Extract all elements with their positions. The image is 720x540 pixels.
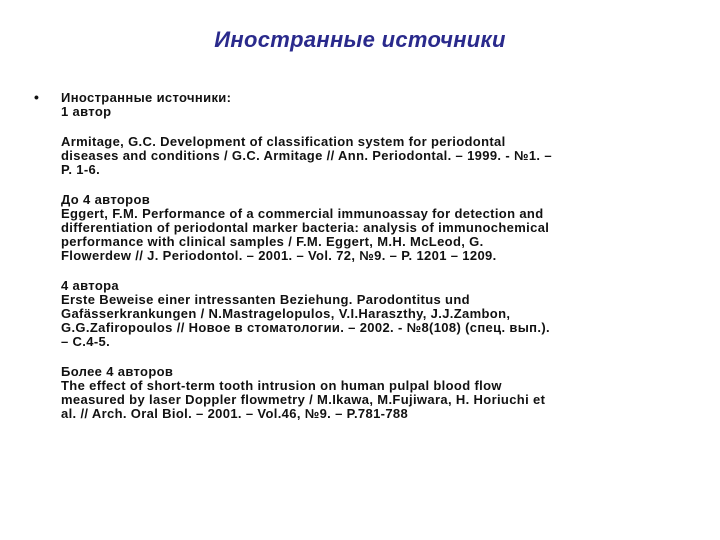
reference-ikawa: [61, 365, 691, 421]
reference-line: diseases and conditions / G.C. Armitage // Ann. Periodontal. – 1999. - №1. –: [61, 148, 552, 163]
bullet-icon: •: [34, 89, 39, 105]
one-author-label: 1 автор: [61, 104, 112, 119]
reference-armitage: [61, 135, 691, 177]
reference-line: Flowerdew // J. Periodontol. – 2001. – Vol. 72, №9. – P. 1201 – 1209.: [61, 248, 497, 263]
intro-heading: Иностранные источники:: [61, 90, 232, 105]
reference-line: Armitage, G.C. Development of classification system for periodontal: [61, 134, 506, 149]
more-than-four-authors-label: Более 4 авторов: [61, 364, 174, 379]
reference-list: [61, 91, 691, 421]
reference-line: P. 1-6.: [61, 162, 101, 177]
four-authors-label: 4 автора: [61, 278, 119, 293]
reference-line: Eggert, F.M. Performance of a commercial immunoassay for detection and: [61, 206, 544, 221]
reference-line: The effect of short-term tooth intrusion on human pulpal blood flow: [61, 378, 502, 393]
reference-line: measured by laser Doppler flowmetry / M.Ikawa, M.Fujiwara, H. Horiuchi et: [61, 392, 546, 407]
reference-line: performance with clinical samples / F.M. Eggert, M.H. McLeod, G.: [61, 234, 484, 249]
reference-line: G.G.Zafiropoulos // Новое в стоматологии. – 2002. - №8(108) (спец. вып.).: [61, 320, 550, 335]
reference-line: Erste Beweise einer intressanten Beziehung. Parodontitus und: [61, 292, 470, 307]
intro-block: [61, 91, 691, 119]
up-to-four-authors-label: До 4 авторов: [61, 192, 151, 207]
reference-line: al. // Arch. Oral Biol. – 2001. – Vol.46, №9. – P.781-788: [61, 406, 409, 421]
reference-mastragelopulos: [61, 279, 691, 349]
reference-eggert: [61, 193, 691, 263]
reference-line: differentiation of periodontal marker bacteria: analysis of immunochemical: [61, 220, 550, 235]
reference-line: Gafässerkrankungen / N.Mastragelopulos, V.I.Haraszthy, J.J.Zambon,: [61, 306, 511, 321]
reference-line: – С.4-5.: [61, 334, 111, 349]
slide-title: Иностранные источники: [214, 27, 506, 52]
